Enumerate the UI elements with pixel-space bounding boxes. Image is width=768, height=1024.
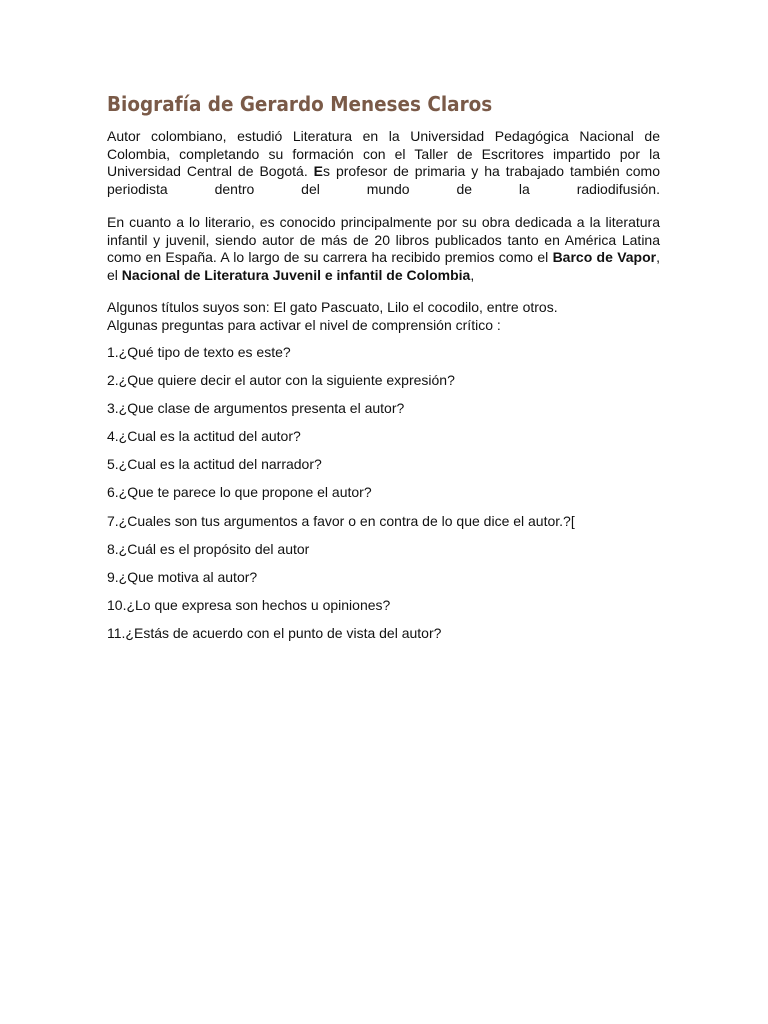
questions-list xyxy=(107,344,660,642)
award-barco-de-vapor: Barco de Vapor xyxy=(552,249,657,265)
question-item: 6.¿Que te parece lo que propone el autor? xyxy=(107,484,372,501)
biography-bold-letter: E xyxy=(313,163,323,179)
question-item: 11.¿Estás de acuerdo con el punto de vista del autor? xyxy=(107,624,442,641)
question-item: 5.¿Cual es la actitud del narrador? xyxy=(107,456,322,473)
literary-paragraph xyxy=(107,214,660,284)
question-item: 1.¿Qué tipo de texto es este? xyxy=(107,344,291,360)
question-item: 10.¿Lo que expresa son hechos u opiniones? xyxy=(107,596,391,613)
question-item: 2.¿Que quiere decir el autor con la siguiente expresión? xyxy=(107,372,455,389)
biography-text-part1: Autor colombiano, estudió Literatura en la Universidad Pedagógica Nacional de Colombia, completando su formación con el Taller de Escritores impartido por la Universidad Central de Bogotá. xyxy=(107,128,660,179)
literary-text-part1: En cuanto a lo literario, es conocido principalmente por su obra dedicada a la literatura infantil y juvenil, siendo autor de más de 20 libros publicados tanto en América Latina como en España. A lo largo de su carrera ha recibido premios como el xyxy=(107,214,660,265)
award-nacional-literatura: Nacional de Literatura Juvenil e infantil de Colombia xyxy=(121,266,471,283)
question-item: 4.¿Cual es la actitud del autor? xyxy=(107,428,301,445)
document-title: Biografía de Gerardo Meneses Claros xyxy=(107,92,493,116)
biography-text-part2: s profesor de primaria y ha trabajado también como periodista dentro del mundo de la radiodifusión. xyxy=(107,163,661,197)
biography-paragraph xyxy=(107,128,660,198)
document-page xyxy=(107,92,660,653)
questions-intro: Algunas preguntas para activar el nivel de comprensión crítico : xyxy=(107,316,501,333)
question-item: 8.¿Cuál es el propósito del autor xyxy=(107,540,310,557)
question-item: 7.¿Cuales son tus argumentos a favor o en contra de lo que dice el autor.?[ xyxy=(107,512,575,529)
literary-text-part3: , xyxy=(470,266,475,283)
question-item: 3.¿Que clase de argumentos presenta el autor? xyxy=(107,400,405,417)
question-item: 9.¿Que motiva al autor? xyxy=(107,568,258,585)
literary-text-part2: , el xyxy=(107,249,660,283)
titles-paragraph: Algunos títulos suyos son: El gato Pascuato, Lilo el cocodilo, entre otros. xyxy=(107,299,558,315)
